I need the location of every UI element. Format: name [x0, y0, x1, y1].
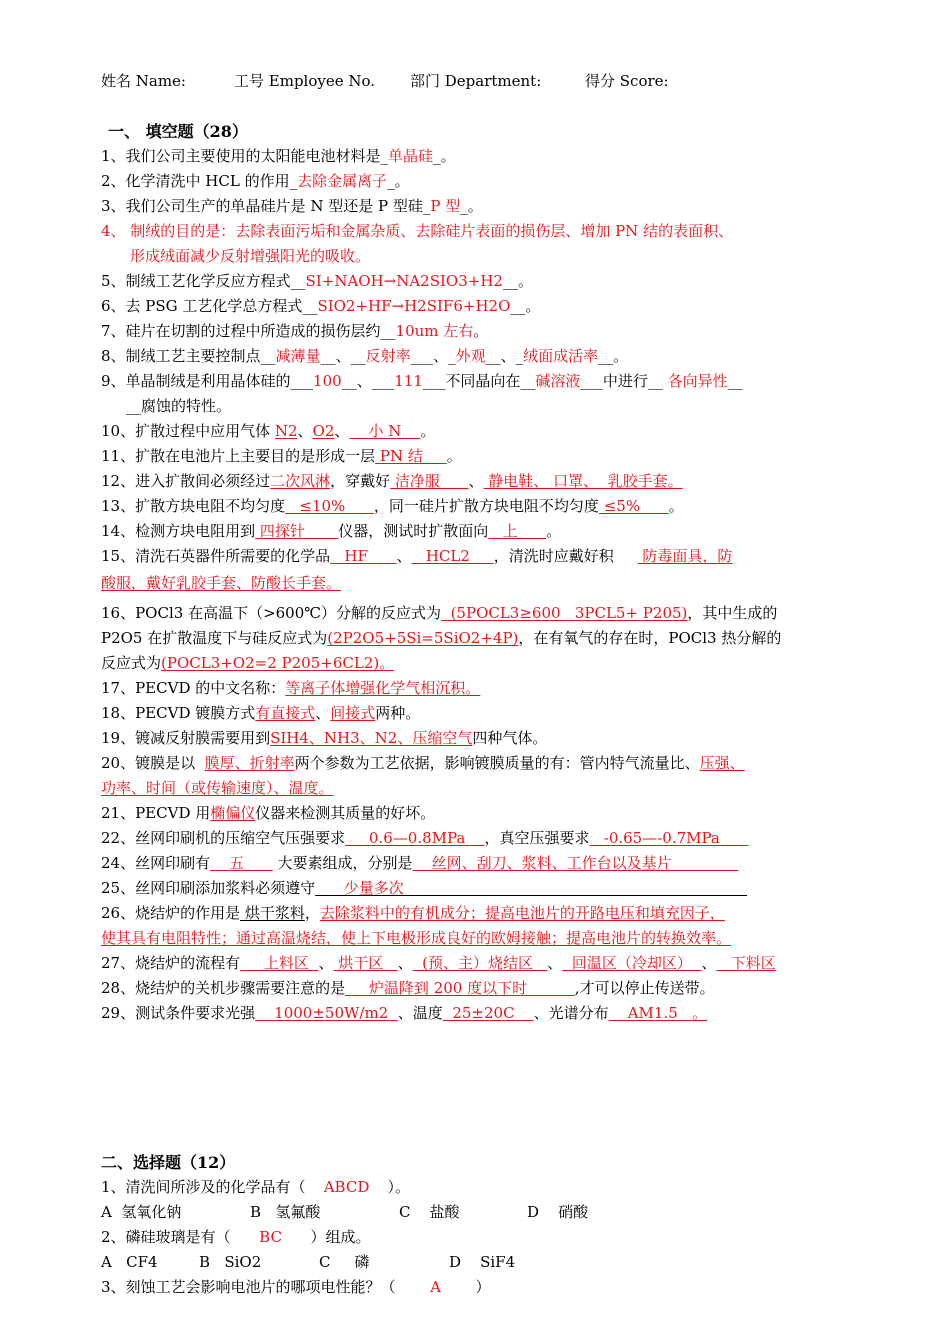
question-15-cont: 酸服，戴好乳胶手套、防酸长手套。 — [101, 574, 342, 592]
answer: SIO2+HF→H2SIF6+H2O — [317, 297, 511, 315]
question-2: 2、化学清洗中 HCL 的作用_去除金属离子_。 — [101, 172, 410, 190]
question-9-cont: __腐蚀的特性。 — [126, 397, 232, 415]
question-7: 7、硅片在切割的过程中所造成的损伤层约__10um 左右。 — [101, 322, 489, 340]
question-20-cont: 功率、时间（或传输速度）、温度。 — [101, 779, 334, 797]
question-3: 3、我们公司生产的单晶硅片是 N 型还是 P 型硅_P 型_。 — [101, 197, 483, 215]
answer: SI+NAOH→NA2SIO3+H2 — [305, 272, 503, 290]
question-26-cont: 使其具有电阻特性；通过高温烧结，使上下电极形成良好的欧姆接触；提高电池片的转换效率。 — [101, 929, 732, 947]
question-5: 5、制绒工艺化学反应方程式__SI+NAOH→NA2SIO3+H2__。 — [101, 272, 533, 290]
answer: A — [430, 1278, 441, 1296]
question-14: 14、检测方块电阻用到 四探针 仪器，测试时扩散面向 上 。 — [101, 522, 562, 540]
answer: 单晶硅 — [388, 147, 434, 165]
question-24: 24、丝网印刷有 五 大要素组成，分别是 丝网、刮刀、浆料、工作台以及基片 — [101, 854, 739, 872]
department-label: 部门 Department: — [410, 72, 542, 90]
option-b: B 氢氟酸 — [250, 1203, 321, 1221]
option-c: C 磷 — [319, 1253, 370, 1271]
question-8: 8、制绒工艺主要控制点__减薄量__、__反射率___、_外观__、_绒面成活率__。 — [101, 347, 629, 365]
question-28: 28、烧结炉的关机步骤需要注意的是 炉温降到 200 度以下时 ,才可以停止传送带。 — [101, 979, 715, 997]
question-25: 25、丝网印刷添加浆料必须遵守 少量多次 — [101, 879, 748, 897]
option-a: A CF4 — [101, 1253, 158, 1271]
name-label: 姓名 Name: — [101, 72, 186, 90]
choice-question-3: 3、刻蚀工艺会影响电池片的哪项电性能？（ A ） — [101, 1278, 491, 1296]
question-22: 22、丝网印刷机的压缩空气压强要求 0.6—0.8MPa ，真空压强要求 -0.65—-0.7MPa — [101, 829, 749, 847]
employee-label: 工号 Employee No. — [234, 72, 376, 90]
question-11: 11、扩散在电池片上主要目的是形成一层 PN 结 。 — [101, 447, 462, 465]
option-b: B SiO2 — [199, 1253, 262, 1271]
header-row — [101, 72, 186, 91]
question-18: 18、PECVD 镀膜方式有直接式、间接式两种。 — [101, 704, 421, 722]
answer: 去除表面污垢和金属杂质、去除硅片表面的损伤层、增加 PN 结的表面积、 — [235, 222, 734, 240]
choice-question-1: 1、清洗间所涉及的化学品有（ ABCD ）。 — [101, 1178, 411, 1196]
question-10: 10、扩散过程中应用气体 N2、O2、 小 N 。 — [101, 422, 436, 440]
section-title: 一、 填空题（28） — [108, 122, 248, 141]
answer: BC — [259, 1228, 282, 1246]
question-9: 9、单晶制绒是利用晶体硅的___100__、___111___不同晶向在__碱溶液___中进行__ 各向异性__ — [101, 372, 743, 390]
answer: ABCD — [323, 1178, 370, 1196]
question-29: 29、测试条件要求光强 1000±50W/m2 、温度 25±20C 、光谱分布 AM1.5 。 — [101, 1004, 708, 1022]
question-16: 16、POCl3 在高温下（>600℃）分解的反应式为 (5POCL3≥600 3PCL5+ P205)，其中生成的 — [101, 604, 778, 622]
question-21: 21、PECVD 用椭偏仪仪器来检测其质量的好坏。 — [101, 804, 436, 822]
question-26: 26、烧结炉的作用是 烘干浆料，去除浆料中的有机成分；提高电池片的开路电压和填充因子， — [101, 904, 725, 922]
question-15: 15、清洗石英器件所需要的化学品 HF 、 HCL2 ，清洗时应戴好积 防毒面具，防 — [101, 547, 733, 565]
answer: P 型 — [430, 197, 461, 215]
score-label: 得分 Score: — [585, 72, 669, 90]
question-27: 27、烧结炉的流程有 上料区 、 烘干区 、 (预、主）烧结区 、 回温区（冷却区） 、 下料区 — [101, 954, 776, 972]
question-6: 6、去 PSG 工艺化学总方程式__SIO2+HF→H2SIF6+H2O__。 — [101, 297, 541, 315]
question-13: 13、扩散方块电阻不均匀度 ≤10% ，同一硅片扩散方块电阻不均匀度 ≤5% 。 — [101, 497, 684, 515]
question-12: 12、进入扩散间必须经过二次风淋，穿戴好 洁净服 、 静电鞋、 口罩、 乳胶手套。 — [101, 472, 683, 490]
option-c: C 盐酸 — [399, 1203, 460, 1221]
option-d: D SiF4 — [449, 1253, 516, 1271]
question-20: 20、镀膜是以 膜厚、折射率两个参数为工艺依据，影响镀膜质量的有：管内特气流量比、压强、 — [101, 754, 745, 772]
question-19: 19、镀减反射膜需要用到SIH4、NH3、N2、压缩空气四种气体。 — [101, 729, 548, 747]
option-a: A 氢氧化钠 — [101, 1203, 182, 1221]
choice-question-2: 2、磷硅玻璃是有（ BC ）组成。 — [101, 1228, 371, 1246]
question-4-cont: 形成绒面减少反射增强阳光的吸收。 — [130, 247, 371, 265]
answer: 去除金属离子 — [297, 172, 388, 190]
question-1: 1、我们公司主要使用的太阳能电池材料是_单晶硅_。 — [101, 147, 456, 165]
section-title: 二、选择题（12） — [101, 1153, 236, 1172]
option-d: D 硝酸 — [527, 1203, 589, 1221]
question-16-line2: P2O5 在扩散温度下与硅反应式为(2P2O5+5Si=5SiO2+4P)，在有氧气的存在时，POCl3 热分解的 — [101, 629, 782, 647]
question-4: 4、 制绒的目的是：去除表面污垢和金属杂质、去除硅片表面的损伤层、增加 PN 结的表面积、 — [101, 222, 734, 240]
answer: 10um 左右 — [395, 322, 474, 340]
question-17: 17、PECVD 的中文名称：等离子体增强化学气相沉积。 — [101, 679, 481, 697]
question-16-line3: 反应式为(POCL3+O2=2 P205+6CL2)。 — [101, 654, 395, 672]
